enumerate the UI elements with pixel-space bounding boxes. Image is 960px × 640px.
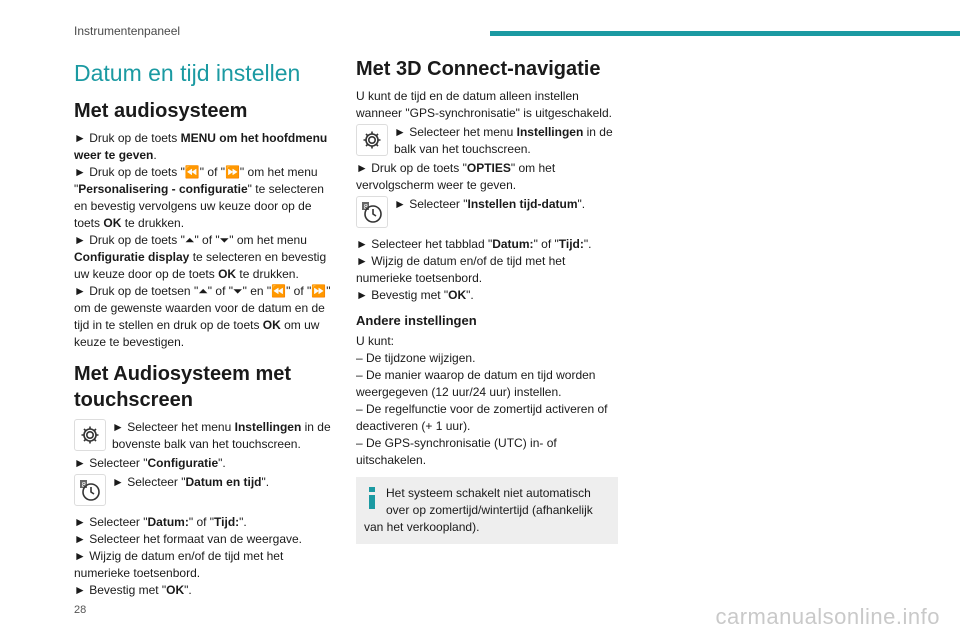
touchscreen-steps <box>74 514 336 599</box>
instruction-step: ► Druk op de toets "⏶" of "⏷" om het menu Configuratie display te selecteren en bevestig uw keuze door op de toets OK te drukken. <box>74 233 327 281</box>
page-header-title: Instrumentenpaneel <box>74 24 181 38</box>
settings-instruction-text <box>112 419 336 453</box>
other-settings-heading: Andere instellingen <box>356 313 477 328</box>
info-icon <box>364 487 380 509</box>
svg-text:8: 8 <box>363 203 369 211</box>
section-heading-audio: Met audiosysteem <box>74 100 248 122</box>
watermark: carmanualsonline.info <box>715 604 940 629</box>
clock-settings-icon <box>74 474 106 506</box>
instruction-step: ► Druk op de toets "OPTIES" om het vervolgscherm weer te geven. <box>356 161 556 192</box>
other-settings-intro: U kunt: <box>356 334 395 348</box>
nav-steps <box>356 236 618 304</box>
gear-icon <box>356 124 388 156</box>
svg-text:8: 8 <box>81 481 87 489</box>
list-item: – De tijdzone wijzigen. <box>356 351 476 365</box>
section-heading-3d-connect: Met 3D Connect-navigatie <box>356 58 601 80</box>
instruction-step: ► Druk op de toets MENU om het hoofdmenu weer te geven. <box>74 131 328 162</box>
instruction-step: ► Selecteer het tabblad "Datum:" of "Tijd:". <box>356 237 592 251</box>
instruction-step: ► Wijzig de datum en/of de tijd met het numerieke toetsenbord. <box>74 549 284 580</box>
right-column <box>356 54 618 544</box>
settings-instruction <box>74 419 336 453</box>
opties-step <box>356 160 618 194</box>
info-note <box>356 477 618 544</box>
list-item: – De GPS-synchronisatie (UTC) in- of uitschakelen. <box>356 436 557 467</box>
instruction-step: ► Bevestig met "OK". <box>74 583 192 597</box>
instruction-step: ► Druk op de toetsen "⏶" of "⏷" en "⏪" of "⏩" om de gewenste waarden voor de datum en de tijd in te stellen en druk op de toets OK om uw keuze te bevestigen. <box>74 284 331 349</box>
instruction-step: ► Selecteer "Instellen tijd-datum". <box>394 197 586 211</box>
instruction-step: ► Druk op de toets "⏪" of "⏩" om het menu "Personalisering - configuratie" te selecteren en bevestig vervolgens uw keuze door op de toets OK te drukken. <box>74 165 324 230</box>
instruction-step: ► Wijzig de datum en/of de tijd met het numerieke toetsenbord. <box>356 254 566 285</box>
nav-date-time-instruction-text <box>394 196 585 213</box>
instruction-step: ► Selecteer "Datum:" of "Tijd:". <box>74 515 247 529</box>
nav-intro: U kunt de tijd en de datum alleen instellen wanneer "GPS-synchronisatie" is uitgeschakeld. <box>356 89 612 120</box>
section-heading-touchscreen: Met Audiosysteem met touchscreen <box>74 363 292 411</box>
nav-settings-instruction <box>356 124 618 158</box>
instruction-step: ► Selecteer "Datum en tijd". <box>112 475 270 489</box>
nav-settings-instruction-text <box>394 124 618 158</box>
instruction-step: ► Selecteer het menu Instellingen in de balk van het touchscreen. <box>394 125 613 156</box>
other-settings-list <box>356 350 618 469</box>
left-column <box>74 54 336 599</box>
clock-settings-icon <box>356 196 388 228</box>
instruction-step: ► Selecteer "Configuratie". <box>74 456 226 470</box>
configuratie-step <box>74 455 336 472</box>
header-accent-bar <box>490 31 960 36</box>
date-time-instruction-text <box>112 474 269 491</box>
instruction-step: ► Selecteer het menu Instellingen in de bovenste balk van het touchscreen. <box>112 420 331 451</box>
info-note-text: Het systeem schakelt niet automatisch over op zomertijd/wintertijd (afhankelijk van het verkoopland). <box>364 486 593 534</box>
page-title: Datum en tijd instellen <box>74 60 301 86</box>
list-item: – De regelfunctie voor de zomertijd activeren of deactiveren (+ 1 uur). <box>356 402 608 433</box>
date-time-instruction <box>74 474 336 506</box>
instruction-step: ► Bevestig met "OK". <box>356 288 474 302</box>
nav-date-time-instruction <box>356 196 618 228</box>
audio-steps <box>74 130 336 351</box>
list-item: – De manier waarop de datum en tijd worden weergegeven (12 uur/24 uur) instellen. <box>356 368 596 399</box>
gear-icon <box>74 419 106 451</box>
instruction-step: ► Selecteer het formaat van de weergave. <box>74 532 302 546</box>
page-number: 28 <box>74 604 87 616</box>
